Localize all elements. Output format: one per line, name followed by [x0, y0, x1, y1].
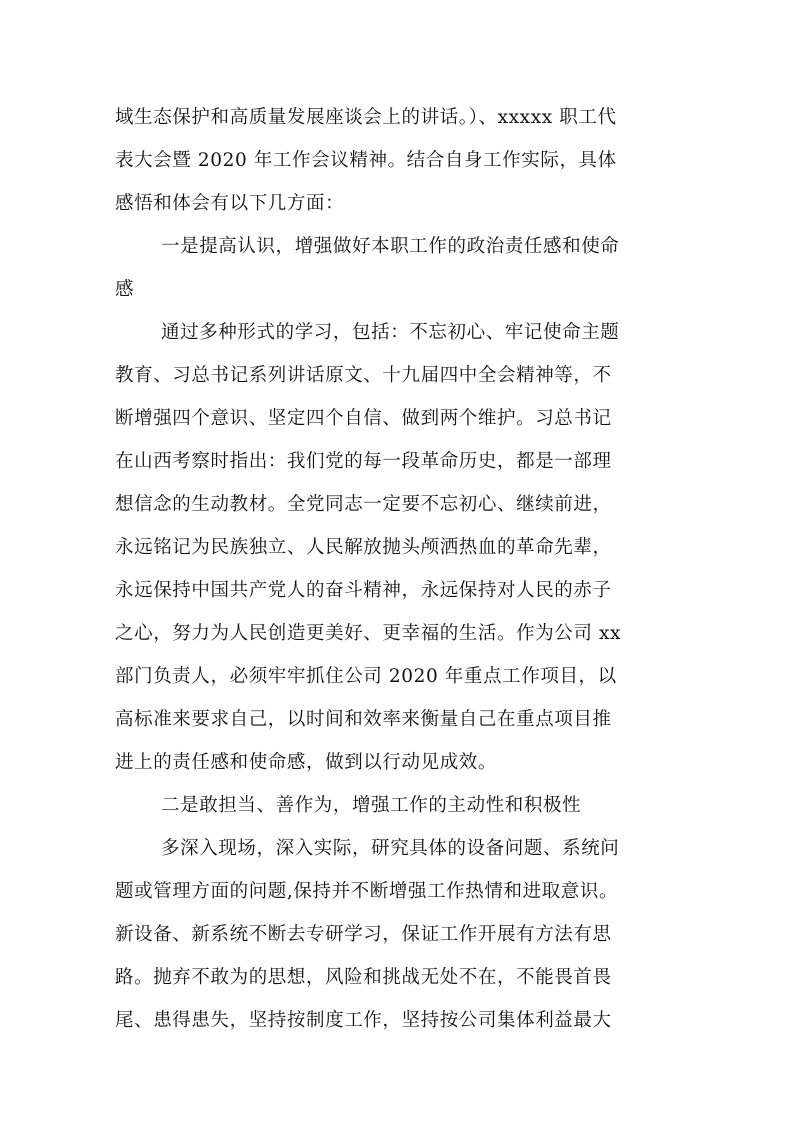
heading-two-line-1: 二是敢担当、善作为，增强工作的主动性和积极性 [161, 795, 582, 816]
body-two-line-5: 尾、患得患失，坚持按制度工作，坚持按公司集体利益最大 [115, 1010, 612, 1031]
body-one-line-11: 进上的责任感和使命感，做到以行动见成效。 [115, 752, 498, 773]
body-two-line-4: 路。抛弃不敢为的思想，风险和挑战无处不在，不能畏首畏 [115, 967, 612, 988]
intro-line-2: 表大会暨 2020 年工作会议精神。结合自身工作实际，具体 [115, 150, 617, 171]
intro-line-1: 域生态保护和高质量发展座谈会上的讲话。）、xxxxx 职工代 [115, 107, 617, 128]
body-one-line-9: 部门负责人，必须牢牢抓住公司 2020 年重点工作项目，以 [115, 666, 617, 687]
body-one-line-2: 教育、习总书记系列讲话原文、十九届四中全会精神等，不 [115, 365, 612, 386]
body-one-line-10: 高标准来要求自己，以时间和效率来衡量自己在重点项目推 [115, 709, 612, 730]
heading-one-line-1: 一是提高认识，增强做好本职工作的政治责任感和使命 [161, 236, 620, 257]
body-one-line-3: 断增强四个意识、坚定四个自信、做到两个维护。习总书记 [115, 408, 612, 429]
body-one-line-8: 之心，努力为人民创造更美好、更幸福的生活。作为公司 xx [115, 623, 622, 644]
body-one-line-4: 在山西考察时指出：我们党的每一段革命历史，都是一部理 [115, 451, 612, 472]
body-one-line-1: 通过多种形式的学习，包括：不忘初心、牢记使命主题 [161, 322, 620, 343]
body-two-line-1: 多深入现场，深入实际，研究具体的设备问题、系统问 [161, 838, 620, 859]
intro-line-3: 感悟和体会有以下几方面： [115, 193, 345, 214]
body-one-line-7: 永远保持中国共产党人的奋斗精神，永远保持对人民的赤子 [115, 580, 612, 601]
body-one-line-5: 想信念的生动教材。全党同志一定要不忘初心、继续前进， [115, 494, 612, 515]
body-one-line-6: 永远铭记为民族独立、人民解放抛头颅洒热血的革命先辈， [115, 537, 612, 558]
heading-one-line-2: 感 [115, 279, 135, 300]
body-two-line-3: 新设备、新系统不断去专研学习，保证工作开展有方法有思 [115, 924, 612, 945]
body-two-line-2: 题或管理方面的问题,保持并不断增强工作热情和进取意识。 [115, 881, 619, 902]
